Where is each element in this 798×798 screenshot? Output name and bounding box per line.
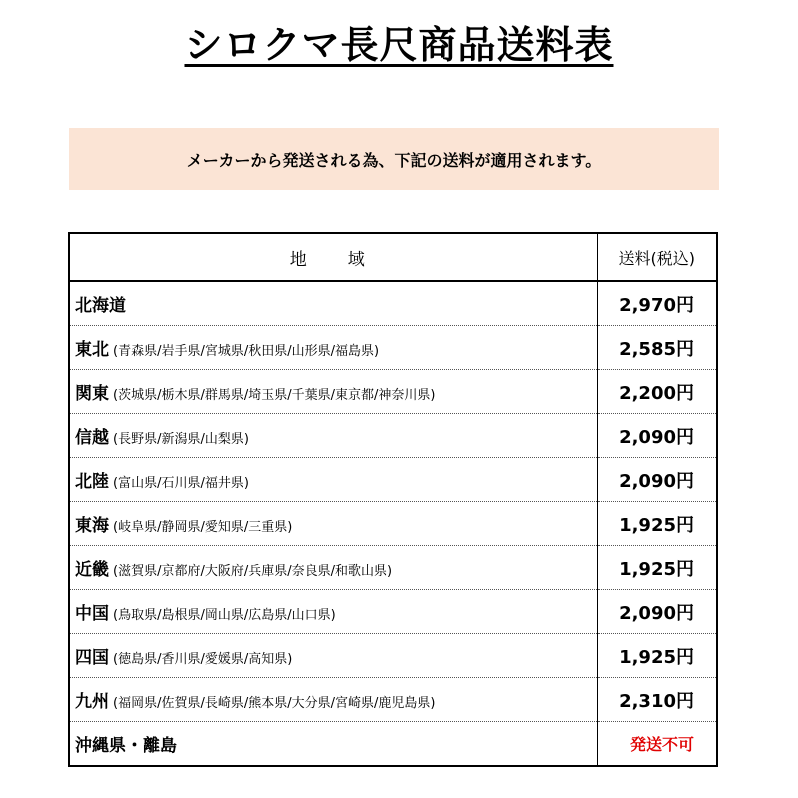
region-cell xyxy=(70,370,597,414)
fee-cell: 1,925円 xyxy=(597,546,716,590)
table-row xyxy=(70,722,716,766)
region-name: 北陸 xyxy=(75,472,109,492)
region-cell xyxy=(70,414,597,458)
fee-cell: 2,970円 xyxy=(597,281,716,326)
region-name: 四国 xyxy=(75,648,109,668)
region-cell xyxy=(70,281,597,326)
table-row xyxy=(70,634,716,678)
fee-cell: 2,200円 xyxy=(597,370,716,414)
region-name: 東北 xyxy=(75,340,109,360)
notice-banner xyxy=(69,128,719,190)
prefecture-list: (長野県/新潟県/山梨県) xyxy=(113,432,249,447)
region-name: 信越 xyxy=(75,428,109,448)
region-cell xyxy=(70,546,597,590)
table-row xyxy=(70,326,716,370)
table-row xyxy=(70,590,716,634)
region-name: 九州 xyxy=(75,692,109,712)
prefecture-list: (鳥取県/島根県/岡山県/広島県/山口県) xyxy=(113,608,336,623)
fee-column-header: 送料(税込) xyxy=(597,234,716,281)
region-cell xyxy=(70,722,597,766)
table-row xyxy=(70,281,716,326)
table-row xyxy=(70,370,716,414)
region-name: 沖縄県・離島 xyxy=(75,736,177,756)
fee-cell: 2,310円 xyxy=(597,678,716,722)
prefecture-list: (茨城県/栃木県/群馬県/埼玉県/千葉県/東京都/神奈川県) xyxy=(113,388,436,403)
fee-cell: 1,925円 xyxy=(597,502,716,546)
prefecture-list: (富山県/石川県/福井県) xyxy=(113,476,249,491)
region-cell xyxy=(70,326,597,370)
table-row xyxy=(70,546,716,590)
prefecture-list: (岐阜県/静岡県/愛知県/三重県) xyxy=(113,520,293,535)
region-cell xyxy=(70,458,597,502)
region-name: 東海 xyxy=(75,516,109,536)
fee-cell: 2,585円 xyxy=(597,326,716,370)
table-row xyxy=(70,678,716,722)
prefecture-list: (福岡県/佐賀県/長崎県/熊本県/大分県/宮崎県/鹿児島県) xyxy=(113,696,436,711)
region-name: 中国 xyxy=(75,604,109,624)
fee-cell: 2,090円 xyxy=(597,414,716,458)
notice-text: メーカーから発送される為、下記の送料が適用されます。 xyxy=(186,150,602,170)
table-header-row xyxy=(70,234,716,281)
page-title xyxy=(0,14,798,69)
fee-unavailable: 発送不可 xyxy=(629,735,694,754)
region-cell xyxy=(70,590,597,634)
page-title-text: シロクマ長尺商品送料表 xyxy=(184,23,614,67)
table-row xyxy=(70,458,716,502)
fee-cell: 2,090円 xyxy=(597,590,716,634)
table-row xyxy=(70,502,716,546)
region-name: 関東 xyxy=(75,384,109,404)
region-cell xyxy=(70,634,597,678)
prefecture-list: (青森県/岩手県/宮城県/秋田県/山形県/福島県) xyxy=(113,344,380,359)
prefecture-list: (徳島県/香川県/愛媛県/高知県) xyxy=(113,652,293,667)
region-name: 近畿 xyxy=(75,560,109,580)
region-cell xyxy=(70,678,597,722)
region-name: 北海道 xyxy=(75,296,126,316)
shipping-fee-table xyxy=(68,232,718,767)
region-cell xyxy=(70,502,597,546)
fee-cell: 1,925円 xyxy=(597,634,716,678)
fee-cell: 2,090円 xyxy=(597,458,716,502)
prefecture-list: (滋賀県/京都府/大阪府/兵庫県/奈良県/和歌山県) xyxy=(113,564,393,579)
table-row xyxy=(70,414,716,458)
region-column-header: 地 域 xyxy=(70,234,597,281)
